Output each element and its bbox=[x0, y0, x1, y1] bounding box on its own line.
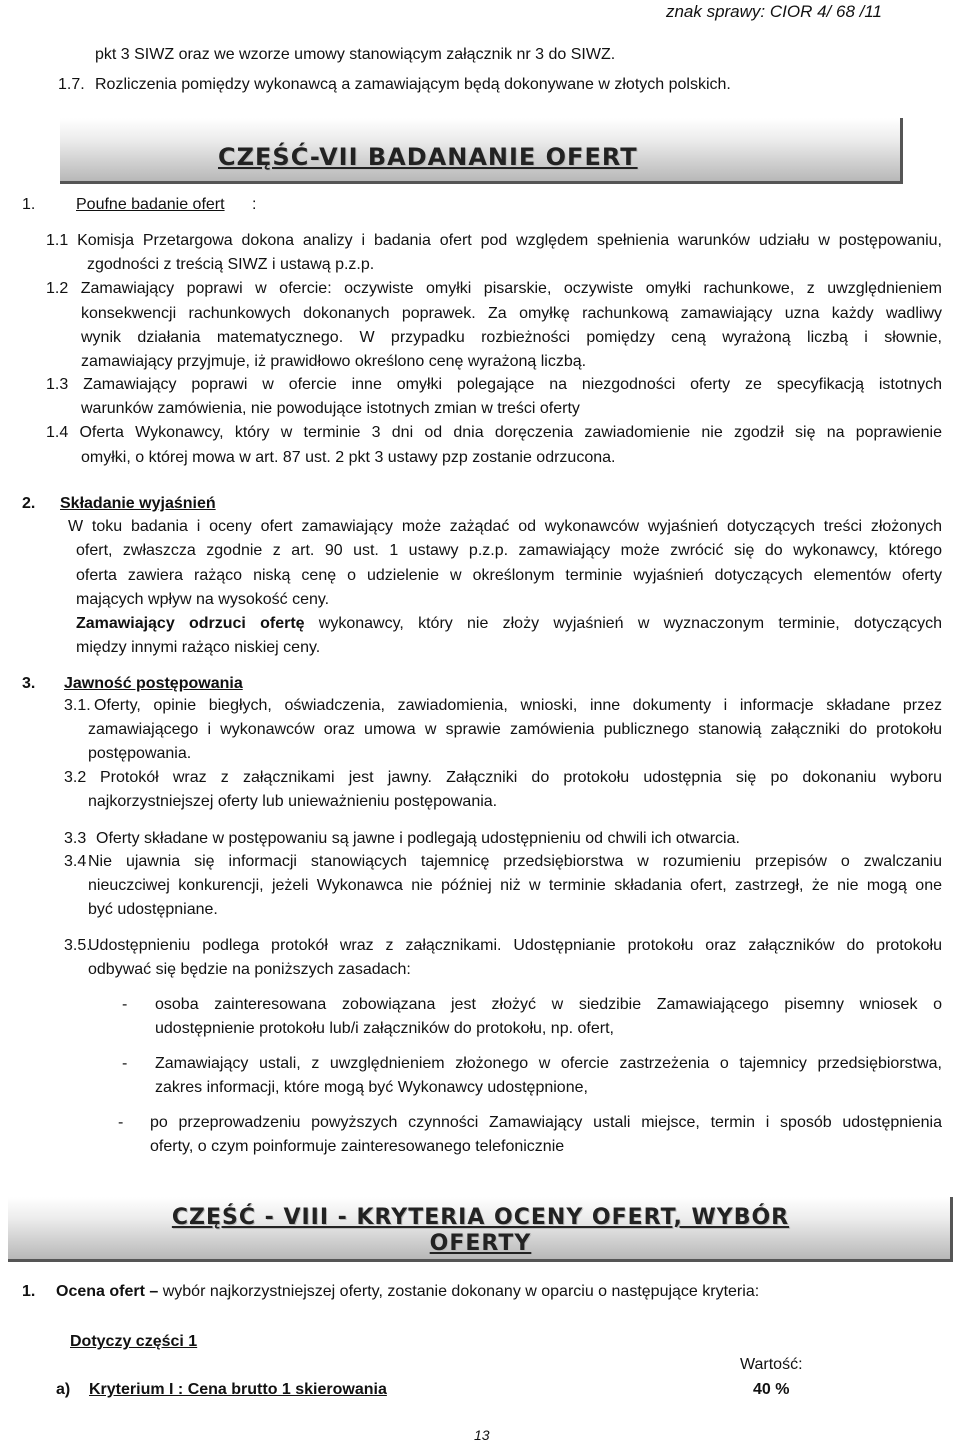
bullet-dash: - bbox=[122, 996, 128, 1013]
para-3-5-line: Udostępnieniu podlega protokół wraz z załącznikami. Udostępnianie protokołu oraz załączników do protokołu bbox=[88, 937, 942, 954]
para-1-3-line: 1.3 Zamawiający poprawi w ofercie inne omyłki polegające na niezgodności oferty ze specyfikacją istotnych bbox=[46, 376, 942, 393]
bullet-line: osoba zainteresowana zobowiązana jest złożyć w siedzibie Zamawiającego pisemny wniosek o bbox=[155, 996, 942, 1013]
intro-line: Rozliczenia pomiędzy wykonawcą a zamawiającym będą dokonywane w złotych polskich. bbox=[95, 76, 731, 93]
bullet-line: udostępnienie protokołu lub/i załączników do protokołu, np. ofert, bbox=[155, 1020, 614, 1037]
section-title: Jawność postępowania bbox=[64, 675, 243, 692]
section-2-line bbox=[76, 615, 942, 633]
bullet-dash: - bbox=[118, 1114, 124, 1131]
para-1-2-line: 1.2 Zamawiający poprawi w ofercie: oczywiste omyłki pisarskie, oczywiste omyłki rachunkowe, z uwzględnieniem bbox=[46, 280, 942, 297]
bullet-dash: - bbox=[122, 1055, 128, 1072]
criteria-weight: 40 % bbox=[753, 1381, 790, 1398]
section-number: 1. bbox=[22, 196, 36, 213]
clause-number: 3.1. bbox=[64, 697, 91, 714]
clause-number: 1.7. bbox=[58, 76, 85, 93]
section-2-line-rest: wykonawcy, który nie złoży wyjaśnień w wyznaczonym terminie, dotyczących bbox=[304, 615, 942, 632]
para-1-4-line: 1.4 Oferta Wykonawcy, który w terminie 3 dni od dnia doręczenia zawiadomienie nie zgodził się na poprawienie bbox=[46, 424, 942, 441]
part8-title bbox=[8, 1205, 953, 1257]
para-3-1-line: postępowania. bbox=[88, 745, 192, 762]
para-1-2-line: konsekwencji rachunkowych dokonanych poprawek. Za omyłkę rachunkową zamawiający uzna każdy wadliwy bbox=[81, 305, 942, 322]
para-3-1-line: zamawiającego i wykonawców oraz umowa w sprawie zamówienia publicznego stanowią załączniki do protokołu bbox=[88, 721, 942, 738]
bullet-line: Zamawiający ustali, z uwzględnieniem złożonego w ofercie zastrzeżenia o tajemnicy przedsiębiorstwa, bbox=[155, 1055, 942, 1072]
section-2-line: W toku badania i oceny ofert zamawiający może zażądać od wykonawców wyjaśnień dotyczących treści złożonych bbox=[68, 518, 942, 535]
criteria-intro bbox=[56, 1283, 759, 1301]
para-3-2-line: najkorzystniejszej oferty lub unieważnieniu postępowania. bbox=[88, 793, 498, 810]
section-title: Poufne badanie ofert bbox=[76, 196, 225, 213]
section-title: Składanie wyjaśnień bbox=[60, 495, 216, 512]
section-colon: : bbox=[252, 196, 257, 213]
section-2-line: oferta zawiera rażąco niską cenę o udzielenie w określonym terminie wyjaśnień dotyczących elementów oferty bbox=[76, 567, 942, 584]
para-1-1-line: 1.1 Komisja Przetargowa dokona analizy i badania ofert pod względem spełnienia warunków udziału w postępowaniu, bbox=[46, 232, 942, 249]
para-3-4-line: być udostępniane. bbox=[88, 901, 218, 918]
section-2-line: mających wpływ na wysokość ceny. bbox=[76, 591, 330, 608]
section-number: 3. bbox=[22, 675, 36, 692]
para-3-1-line: Oferty, opinie biegłych, oświadczenia, zawiadomienia, wnioski, inne dokumenty i informacje składane przez bbox=[94, 697, 942, 714]
clause-number: 3.4 bbox=[64, 853, 87, 870]
para-3-4-line: Nie ujawnia się informacji stanowiących tajemnicę przedsiębiorstwa w rozumieniu przepisów o zwalczaniu bbox=[88, 853, 942, 870]
page-number: 13 bbox=[474, 1427, 490, 1443]
bullet-line: po przeprowadzeniu powyższych czynności Zamawiający ustali miejsce, termin i sposób udostępnienia bbox=[150, 1114, 942, 1131]
para-1-2-line: wynik działania matematycznego. W przypadku rozbieżności pomiędzy ceną wyrażoną liczbą i słownie, bbox=[81, 329, 942, 346]
criteria-intro-emphasis: Ocena ofert – bbox=[56, 1283, 159, 1300]
case-reference: znak sprawy: CIOR 4/ 68 /11 bbox=[665, 2, 882, 21]
part-label: Dotyczy części 1 bbox=[70, 1333, 198, 1350]
part8-title-line: OFERTY bbox=[429, 1231, 532, 1256]
para-3-3-line: Oferty składane w postępowaniu są jawne i podlegają udostępnieniu od chwili ich otwarcia. bbox=[96, 830, 740, 847]
criteria-letter: a) bbox=[56, 1381, 71, 1398]
section-number: 1. bbox=[22, 1283, 36, 1300]
para-3-2-line: Protokół wraz z załącznikami jest jawny. Załączniki do protokołu udostępnia się po dokonaniu wyboru bbox=[100, 769, 942, 786]
weight-header: Wartość: bbox=[740, 1356, 803, 1373]
clause-number: 3.5. bbox=[64, 937, 91, 954]
para-1-4-line: omyłki, o której mowa w art. 87 ust. 2 pkt 3 ustawy pzp zostanie odrzucona. bbox=[81, 449, 616, 466]
section-2-line: ofert, zwłaszcza zgodnie z art. 90 ust. 1 ustawy p.z.p. zamawiający może zwrócić się do wykonawcy, którego bbox=[76, 542, 942, 559]
rejection-emphasis: Zamawiający odrzuci ofertę bbox=[76, 615, 305, 632]
bullet-line: oferty, o czym poinformuje zainteresowanego telefonicznie bbox=[150, 1138, 565, 1155]
part7-title: CZĘŚĆ-VII BADANANIE OFERT bbox=[218, 143, 638, 171]
para-1-3-line: warunków zamówienia, nie powodujące istotnych zmian w treści oferty bbox=[81, 400, 580, 417]
part8-title-line: CZĘŚĆ - VIII - KRYTERIA OCENY OFERT, WYBÓR bbox=[171, 1205, 790, 1230]
para-1-2-line: zamawiający przyjmuje, iż prawidłowo określono cenę wyrażoną liczbą. bbox=[81, 353, 587, 370]
para-3-4-line: nieuczciwej konkurencji, jeżeli Wykonawca nie później niż w terminie składania ofert, zastrzegł, że nie mogą one bbox=[88, 877, 942, 894]
section-2-line: między innymi rażąco niskiej ceny. bbox=[76, 639, 321, 656]
criteria-name: Kryterium I : Cena brutto 1 skierowania bbox=[89, 1381, 387, 1398]
section-number: 2. bbox=[22, 495, 36, 512]
clause-number: 3.2 bbox=[64, 769, 87, 786]
clause-number: 3.3 bbox=[64, 830, 87, 847]
para-1-1-line: zgodności z treścią SIWZ i ustawą p.z.p. bbox=[87, 256, 375, 273]
bullet-line: zakres informacji, które mogą być Wykonawcy udostępnione, bbox=[155, 1079, 588, 1096]
criteria-intro-rest: wybór najkorzystniejszej oferty, zostanie dokonany w oparciu o następujące kryteria: bbox=[158, 1283, 760, 1300]
intro-line: pkt 3 SIWZ oraz we wzorze umowy stanowiącym załącznik nr 3 do SIWZ. bbox=[95, 46, 616, 63]
para-3-5-line: odbywać się będzie na poniższych zasadach: bbox=[88, 961, 411, 978]
